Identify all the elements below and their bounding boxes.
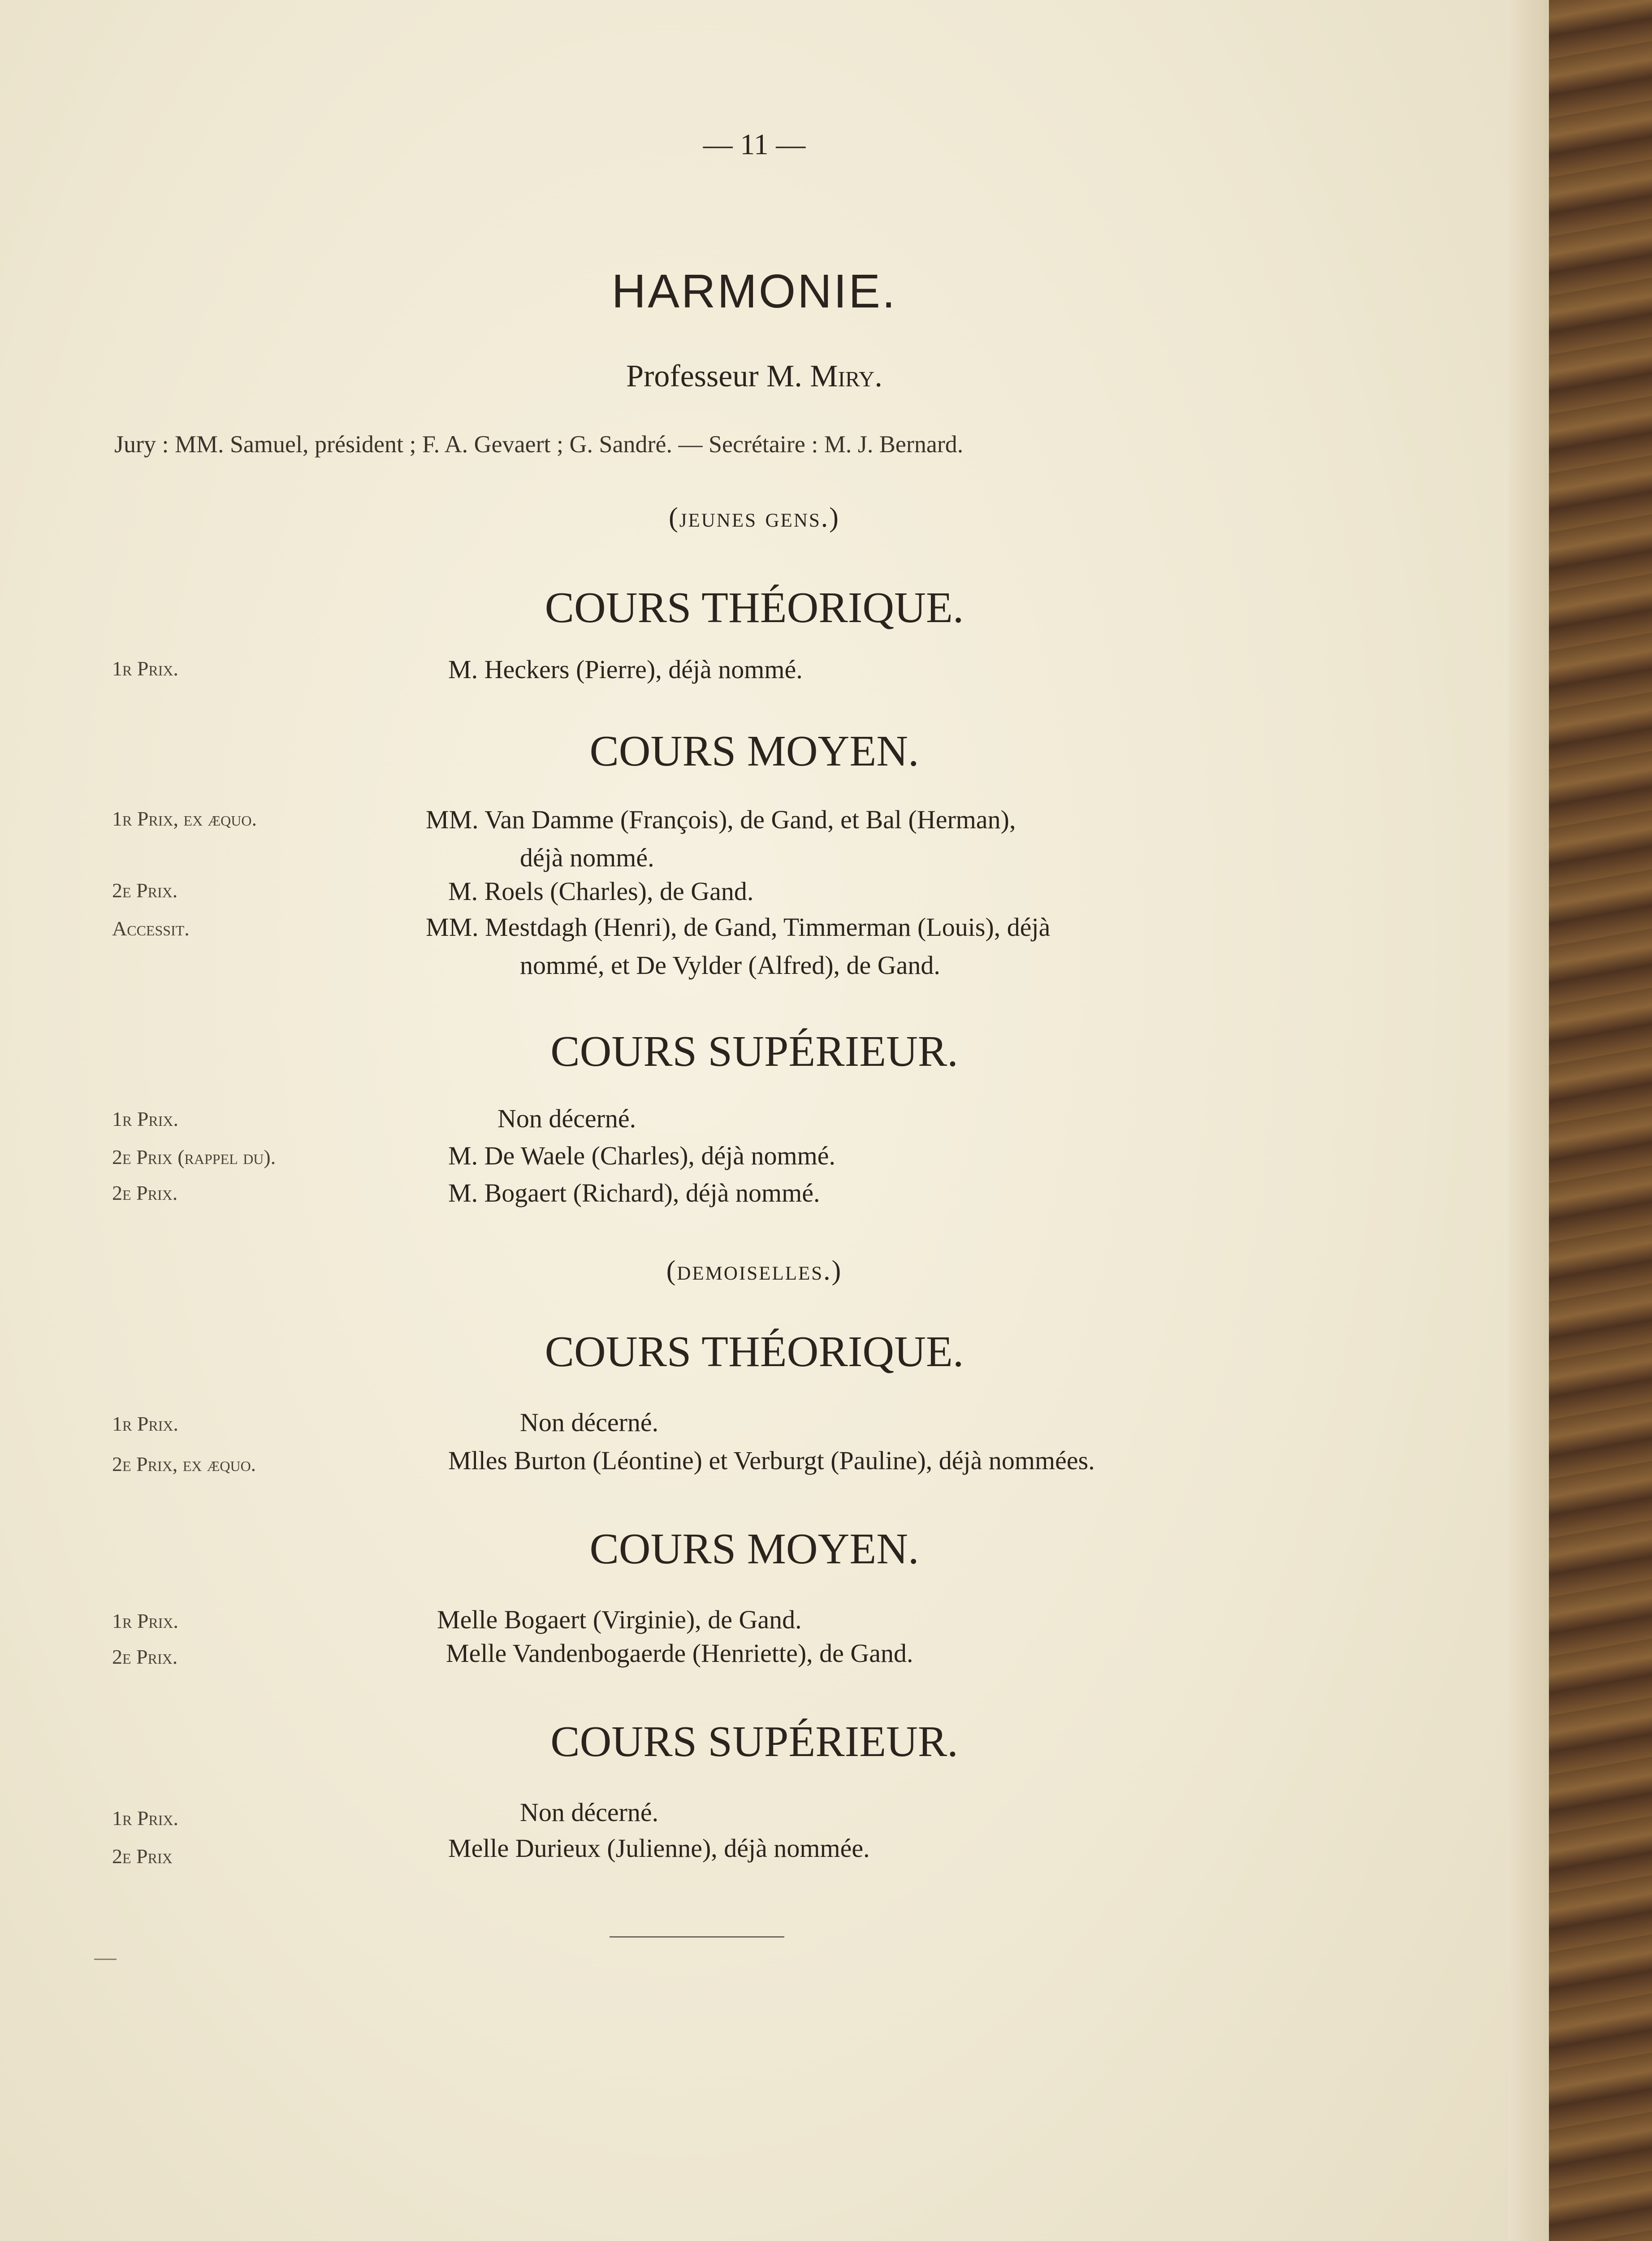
award-recipient: MM. Mestdagh (Henri), de Gand, Timmerman (Louis), déjà: [426, 913, 1051, 942]
award-recipient: M. Heckers (Pierre), déjà nommé.: [448, 655, 803, 684]
award-recipient: Non décerné.: [520, 1798, 659, 1827]
award-label: 2e Prix (rappel du).: [112, 1146, 276, 1168]
award-recipient: Mlles Burton (Léontine) et Verburgt (Pauline), déjà nommées.: [448, 1446, 1095, 1475]
award-label: 1r Prix.: [112, 1412, 179, 1435]
award-recipient: M. Roels (Charles), de Gand.: [448, 877, 754, 906]
group-heading-jeunes-gens: (jeunes gens.): [669, 502, 840, 533]
professor-prefix: Professeur M.: [626, 359, 810, 394]
award-label: 1r Prix.: [112, 1108, 179, 1130]
award-label: 2e Prix.: [112, 879, 178, 902]
group-heading-demoiselles: (demoiselles.): [666, 1255, 843, 1286]
end-rule: [610, 1936, 784, 1938]
award-label: 1r Prix.: [112, 1609, 179, 1632]
award-recipient: Melle Durieux (Julienne), déjà nommée.: [448, 1834, 870, 1863]
course-title-moyen: COURS MOYEN.: [589, 727, 919, 775]
award-recipient: Melle Bogaert (Virginie), de Gand.: [437, 1605, 802, 1634]
professor-line: [0, 359, 1509, 394]
course-title-theorique: COURS THÉORIQUE.: [545, 1328, 964, 1376]
course-title-superieur: COURS SUPÉRIEUR.: [550, 1027, 958, 1076]
award-label: 2e Prix.: [112, 1645, 178, 1668]
award-label: Accessit.: [112, 917, 190, 940]
page-number: — 11 —: [703, 128, 806, 161]
award-recipient: Non décerné.: [497, 1104, 636, 1133]
book-binding: [1549, 0, 1652, 2241]
award-recipient: Melle Vandenbogaerde (Henriette), de Gand.: [446, 1639, 913, 1668]
jury-line: Jury : MM. Samuel, président ; F. A. Gevaert ; G. Sandré. — Secrétaire : M. J. Bernard.: [114, 431, 964, 458]
professor-suffix: .: [874, 359, 882, 394]
margin-mark: [94, 1959, 117, 1960]
award-recipient: MM. Van Damme (François), de Gand, et Bal (Herman),: [426, 805, 1016, 834]
award-recipient: M. Bogaert (Richard), déjà nommé.: [448, 1178, 820, 1207]
award-recipient: Non décerné.: [520, 1408, 659, 1437]
award-label: 2e Prix.: [112, 1181, 178, 1204]
professor-name: Miry: [810, 359, 875, 394]
award-label-text: 1r Prix, ex æquo.: [112, 807, 257, 830]
award-recipient-continued: déjà nommé.: [520, 843, 654, 872]
course-title-moyen: COURS MOYEN.: [589, 1525, 919, 1573]
course-title-theorique: COURS THÉORIQUE.: [545, 584, 964, 632]
page-edges: [1509, 0, 1549, 2241]
course-title-superieur: COURS SUPÉRIEUR.: [550, 1718, 958, 1766]
award-label: 1r Prix.: [112, 1807, 179, 1830]
award-label: 2e Prix, ex æquo.: [112, 1453, 256, 1475]
award-label: [112, 807, 257, 831]
award-recipient: M. De Waele (Charles), déjà nommé.: [448, 1141, 835, 1170]
award-label: 2e Prix: [112, 1845, 173, 1868]
page-title: HARMONIE.: [611, 265, 897, 318]
award-label: 1r Prix.: [112, 657, 179, 680]
award-recipient-continued: nommé, et De Vylder (Alfred), de Gand.: [520, 951, 940, 980]
